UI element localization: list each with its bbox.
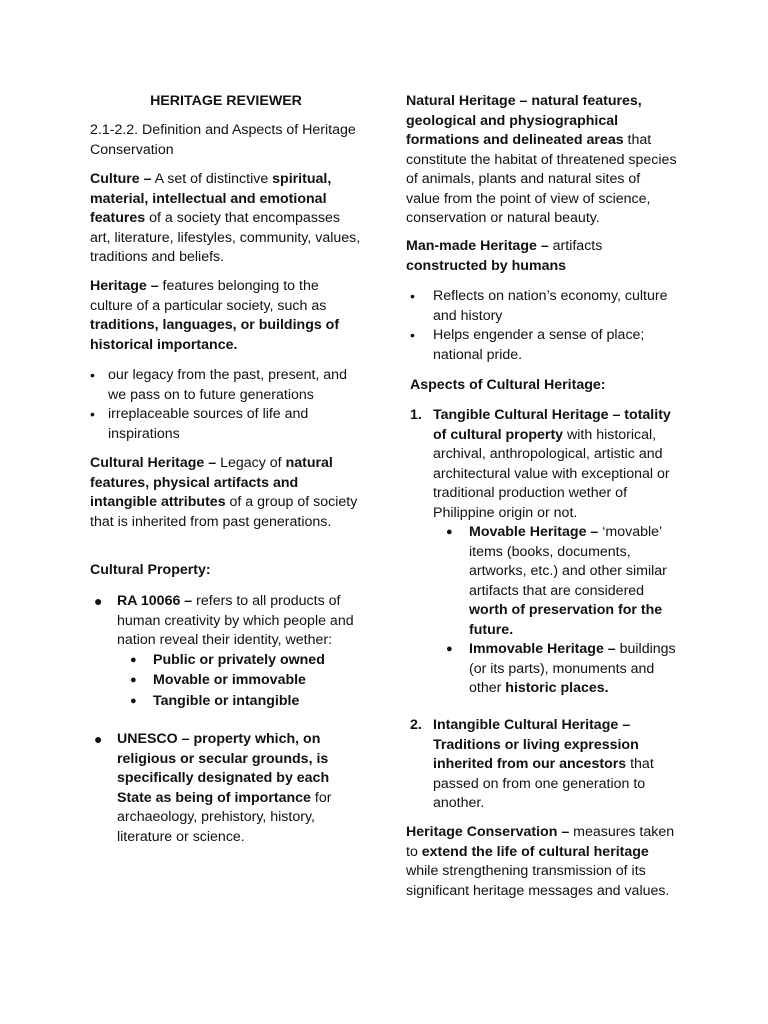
manmade-heritage-definition: [406, 237, 678, 276]
heritage-definition: [90, 277, 362, 355]
immovable-text: buildings (or its parts), monuments and other: [469, 641, 676, 696]
bullet-icon: •: [90, 406, 95, 422]
cultural-property-list: [94, 592, 362, 847]
culture-text-1: A set of distinctive: [151, 171, 273, 187]
list-item-text: irreplaceable sources of life and inspirations: [108, 406, 309, 442]
list-item-text: Tangible or intangible: [153, 692, 300, 709]
list-item-text: Helps engender a sense of place; national pride.: [433, 327, 645, 363]
list-item: [94, 592, 362, 711]
list-number: 2.: [410, 717, 422, 733]
list-item-text: our legacy from the past, present, and we pass on to future generations: [108, 367, 347, 403]
heritage-term: Heritage –: [90, 278, 159, 294]
bullet-icon: ●: [446, 643, 453, 655]
cultural-heritage-term: Cultural Heritage –: [90, 455, 217, 471]
ra-sub-list: [130, 651, 362, 712]
unesco-text: for archaeology, prehistory, history, literature or science.: [117, 789, 332, 845]
movable-term: Movable Heritage –: [469, 524, 599, 540]
natural-heritage-bold: Natural Heritage – natural features, geological and physiographical formations and delineated areas: [406, 93, 642, 148]
list-item: [90, 366, 362, 405]
list-item: [130, 671, 362, 691]
tangible-text: with historical, archival, anthropological, artistic and architectural value with exceptional or traditional production wether of Philippine origin or not.: [433, 426, 670, 521]
bullet-icon: ●: [94, 731, 103, 747]
bullet-icon: ●: [130, 694, 137, 707]
culture-bold-1: spiritual, material, intellectual and emotional features: [90, 171, 332, 226]
bullet-icon: •: [410, 327, 415, 343]
manmade-text-1: artifacts: [548, 238, 603, 254]
list-item: [94, 730, 362, 847]
cultural-heritage-text-2: of a group of society that is inherited from past generations.: [90, 494, 358, 530]
immovable-term: Immovable Heritage –: [469, 641, 616, 657]
bullet-icon: •: [410, 288, 415, 304]
manmade-bullet-list: [410, 287, 678, 365]
immovable-bold: historic places.: [505, 680, 609, 696]
document-title: HERITAGE REVIEWER: [150, 93, 302, 109]
bullet-icon: ●: [446, 526, 453, 538]
unesco-bold: UNESCO – property which, on religious or secular grounds, is specifically designated by each State as being of importance: [117, 731, 330, 806]
manmade-bold-1: constructed by humans: [406, 257, 567, 274]
list-item: [130, 692, 362, 712]
list-item: [130, 651, 362, 671]
manmade-term: Man-made Heritage –: [406, 238, 549, 254]
bullet-icon: ●: [130, 653, 137, 666]
cultural-property-heading: Cultural Property:: [90, 562, 211, 578]
culture-term: Culture –: [90, 171, 152, 187]
list-item: [410, 326, 678, 365]
list-number: 1.: [410, 407, 422, 423]
natural-heritage-definition: [406, 92, 678, 229]
bullet-icon: ●: [94, 593, 103, 609]
heritage-conservation-definition: [406, 823, 678, 901]
list-item: [446, 640, 678, 699]
intangible-bold: Intangible Cultural Heritage – Traditions or living expression inherited from our ancestors: [433, 717, 639, 772]
list-item-text: Reflects on nation’s economy, culture and history: [433, 288, 668, 324]
intangible-text: that passed on from one generation to another.: [433, 756, 654, 811]
conservation-bold-1: extend the life of cultural heritage: [421, 843, 649, 860]
aspects-item-2: [410, 716, 678, 814]
conservation-text-1: measures taken to: [406, 824, 675, 860]
aspects-heading: Aspects of Cultural Heritage:: [410, 377, 606, 393]
list-item: [446, 523, 678, 640]
tangible-bold: Tangible Cultural Heritage – totality of cultural property: [433, 407, 671, 443]
bullet-icon: •: [90, 367, 95, 383]
list-item: [90, 405, 362, 444]
movable-bold: worth of preservation for the future.: [469, 602, 663, 638]
culture-definition: [90, 170, 362, 268]
bullet-icon: ●: [130, 674, 137, 686]
list-item-text: Movable or immovable: [153, 672, 306, 688]
cultural-heritage-definition: [90, 454, 362, 532]
heritage-bold-1: traditions, languages, or buildings of historical importance.: [90, 317, 340, 353]
section-subtitle: 2.1-2.2. Definition and Aspects of Heritage Conservation: [90, 122, 356, 158]
cultural-heritage-bold-1: natural features, physical artifacts and intangible attributes: [90, 455, 333, 510]
ra-term: RA 10066 –: [117, 593, 193, 609]
aspects-item-1: [410, 406, 678, 699]
list-item-text: Public or privately owned: [153, 651, 325, 668]
list-item: [410, 287, 678, 326]
tangible-sub-list: [446, 523, 678, 699]
natural-heritage-text: that constitute the habitat of threatened species of animals, plants and natural sites of value from the point of view of science, conservation or natural beauty.: [406, 132, 677, 226]
movable-text: ‘movable’ items (books, documents, artworks, etc.) and other similar artifacts that are considered: [469, 524, 667, 599]
culture-text-2: of a society that encompasses art, literature, lifestyles, community, values, traditions and beliefs.: [90, 210, 361, 265]
heritage-text-1: features belonging to the culture of a particular society, such as: [90, 278, 327, 314]
conservation-text-2: while strengthening transmission of its significant heritage messages and values.: [406, 863, 670, 899]
ra-text: refers to all products of human creativity by which people and nation reveal their identity, wether:: [117, 593, 354, 648]
cultural-heritage-text-1: Legacy of: [216, 455, 286, 471]
conservation-term: Heritage Conservation –: [406, 824, 570, 840]
heritage-bullet-list: [90, 366, 362, 444]
